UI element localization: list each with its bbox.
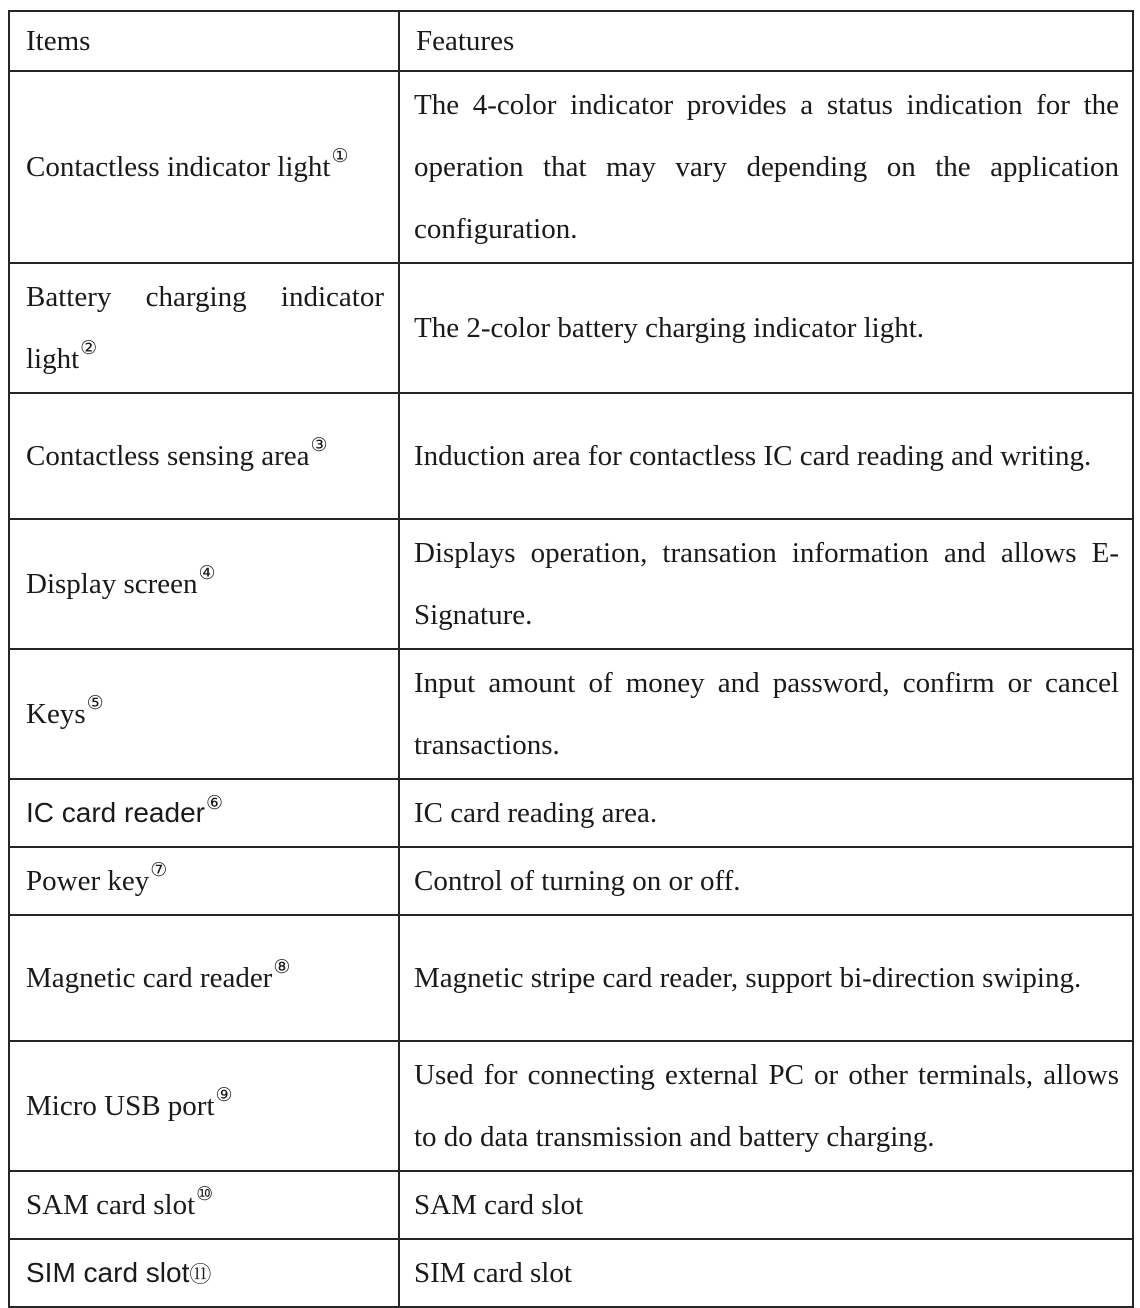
item-label: Magnetic card reader [26,962,273,994]
table-body [9,71,1133,1307]
header-row [9,11,1133,71]
footnote-marker-icon: ⑤ [86,692,104,715]
features-table [8,10,1134,1308]
table-row [9,393,1133,519]
feature-text: Input amount of money and password, confirm or cancel transactions. [414,667,1119,761]
feature-cell [399,1041,1133,1171]
column-header-items [9,11,399,71]
feature-text: SAM card slot [414,1189,584,1221]
feature-text: Magnetic stripe card reader, support bi-direction swiping. [414,962,1082,994]
column-header-items-label: Items [26,24,91,57]
table-row [9,1041,1133,1171]
footnote-marker-icon: ① [331,145,349,168]
table-row [9,263,1133,393]
footnote-marker-icon: ⑦ [150,859,168,882]
item-label: Contactless sensing area [26,440,310,472]
feature-cell [399,263,1133,393]
footnote-marker-icon: ⑪ [189,1263,212,1288]
feature-text: Displays operation, transation information and allows E-Signature. [414,537,1119,631]
item-cell [9,263,399,393]
feature-cell [399,779,1133,847]
item-label: SAM card slot [26,1189,196,1221]
footnote-marker-icon: ⑥ [205,791,224,814]
table-row [9,915,1133,1041]
feature-cell [399,1171,1133,1239]
feature-cell [399,519,1133,649]
footnote-marker-icon: ⑨ [215,1084,233,1107]
feature-cell [399,1239,1133,1307]
item-label: IC card reader [26,797,205,828]
footnote-marker-icon: ⑧ [273,956,291,979]
table-row [9,1171,1133,1239]
feature-cell [399,393,1133,519]
footnote-marker-icon: ③ [310,434,328,457]
table-row [9,779,1133,847]
feature-text: Used for connecting external PC or other terminals, allows to do data transmission and battery charging. [414,1059,1119,1153]
item-cell [9,847,399,915]
column-header-features-label: Features [416,24,515,57]
feature-cell [399,915,1133,1041]
footnote-marker-icon: ⑩ [196,1183,214,1206]
item-label: Battery charging indicator light [26,281,384,375]
feature-cell [399,847,1133,915]
feature-text: SIM card slot [414,1257,572,1289]
table-row [9,1239,1133,1307]
item-cell [9,519,399,649]
feature-text: IC card reading area. [414,797,658,829]
feature-text: Control of turning on or off. [414,865,741,897]
footnote-marker-icon: ② [80,337,98,360]
table-row [9,649,1133,779]
item-cell [9,393,399,519]
item-label: Micro USB port [26,1090,215,1122]
item-cell [9,1171,399,1239]
item-cell [9,915,399,1041]
item-cell [9,1239,399,1307]
item-label: Display screen [26,568,198,600]
table-row [9,519,1133,649]
footnote-marker-icon: ④ [198,562,216,585]
table-row [9,71,1133,263]
item-cell [9,649,399,779]
column-header-features [399,11,1133,71]
item-cell [9,1041,399,1171]
feature-text: The 4-color indicator provides a status indication for the operation that may vary depending on the application configuration. [414,89,1119,245]
table-row [9,847,1133,915]
feature-text: The 2-color battery charging indicator light. [414,312,925,344]
item-cell [9,71,399,263]
feature-cell [399,71,1133,263]
item-label: Power key [26,865,150,897]
item-cell [9,779,399,847]
item-label: Contactless indicator light [26,151,331,183]
feature-text: Induction area for contactless IC card reading and writing. [414,440,1092,472]
feature-cell [399,649,1133,779]
item-label: SIM card slot [26,1257,190,1288]
item-label: Keys [26,698,86,730]
